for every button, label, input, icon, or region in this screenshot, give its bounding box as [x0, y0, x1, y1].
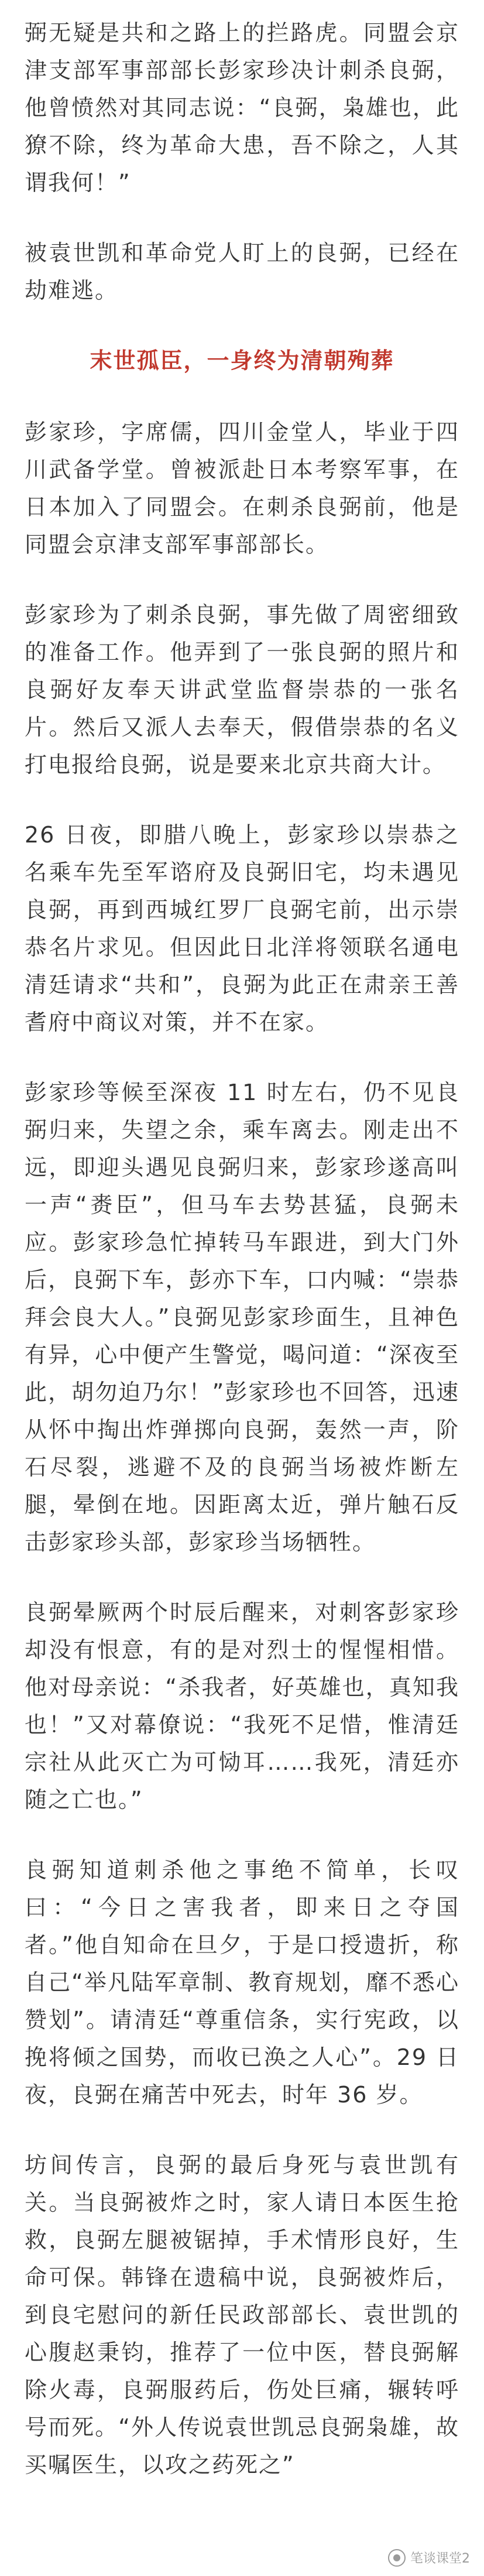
section-heading: 末世孤臣，一身终为清朝殉葬 — [90, 348, 394, 374]
paragraph-7: 良弼晕厥两个时辰后醒来，对刺客彭家珍却没有恨意，有的是对烈士的惺惺相惜。他对母亲说：“杀我者，好英雄也，真知我也！”又对幕僚说：“我死不足惜，惟清廷宗社从此灭亡为可恸耳……我死，清廷亦随之亡也。” — [25, 1599, 459, 1813]
paragraph-5: 26 日夜，即腊八晚上，彭家珍以崇恭之名乘车先至军谘府及良弼旧宅，均未遇见良弼，再到西城红罗厂良弼宅前，出示崇恭名片求见。但因此日北洋将领联名通电清廷请求“共和”，良弼为此正在肃亲王善耆府中商议对策，并不在家。 — [25, 822, 459, 1035]
paragraph-1: 弼无疑是共和之路上的拦路虎。同盟会京津支部军事部部长彭家珍决计刺杀良弼，他曾愤然对其同志说：“良弼，枭雄也，此獠不除，终为革命大患，吾不除之，人其谓我何！” — [25, 20, 459, 196]
paragraph-6: 彭家珍等候至深夜 11 时左右，仍不见良弼归来，失望之余，乘车离去。刚走出不远，即迎头遇见良弼归来，彭家珍遂高叫一声“赉臣”，但马车去势甚猛，良弼未应。彭家珍急忙掉转马车跟进，到大门外后，良弼下车，彭亦下车，口内喊：“崇恭拜会良大人。”良弼见彭家珍面生，且神色有异，心中便产生警觉，喝问道：“深夜至此，胡勿迫乃尔！”彭家珍也不回答，迅速从怀中掏出炸弹掷向良弼，轰然一声，阶石尽裂，逃避不及的良弼当场被炸断左腿，晕倒在地。因距离太近，弹片触石反击彭家珍头部，彭家珍当场牺牲。 — [25, 1080, 459, 1555]
watermark — [388, 2548, 470, 2567]
paragraph-4: 彭家珍为了刺杀良弼，事先做了周密细致的准备工作。他弄到了一张良弼的照片和良弼好友奉天讲武堂监督崇恭的一张名片。然后又派人去奉天，假借崇恭的名义打电报给良弼，说是要来北京共商大计。 — [25, 602, 459, 777]
paragraph-3: 彭家珍，字席儒，四川金堂人，毕业于四川武备学堂。曾被派赴日本考察军事，在日本加入了同盟会。在刺杀良弼前，他是同盟会京津支部军事部部长。 — [25, 419, 459, 557]
wechat-account-icon — [388, 2549, 406, 2567]
paragraph-9: 坊间传言，良弼的最后身死与袁世凯有关。当良弼被炸之时，家人请日本医生抢救，良弼左腿被锯掉，手术情形良好，生命可保。韩锋在遗稿中说，良弼被炸后，到良宅慰问的新任民政部部长、袁世凯的心腹赵秉钧，推荐了一位中医，替良弼解除火毒，良弼服药后，伤处巨痛，辗转呼号而死。“外人传说袁世凯忌良弼枭雄，故买嘱医生，以攻之药死之” — [25, 2152, 459, 2478]
paragraph-8: 良弼知道刺杀他之事绝不简单，长叹曰：“今日之害我者，即来日之夺国者。”他自知命在旦夕，于是口授遗折，称自己“举凡陆军章制、教育规划，靡不悉心赞划”。请清廷“尊重信条，实行宪政，以挽将倾之国势，而收已涣之人心”。29 日夜，良弼在痛苦中死去，时年 36 岁。 — [25, 1857, 459, 2108]
watermark-text: 笔谈课堂2 — [410, 2551, 470, 2566]
paragraph-2: 被袁世凯和革命党人盯上的良弼，已经在劫难逃。 — [25, 240, 459, 303]
